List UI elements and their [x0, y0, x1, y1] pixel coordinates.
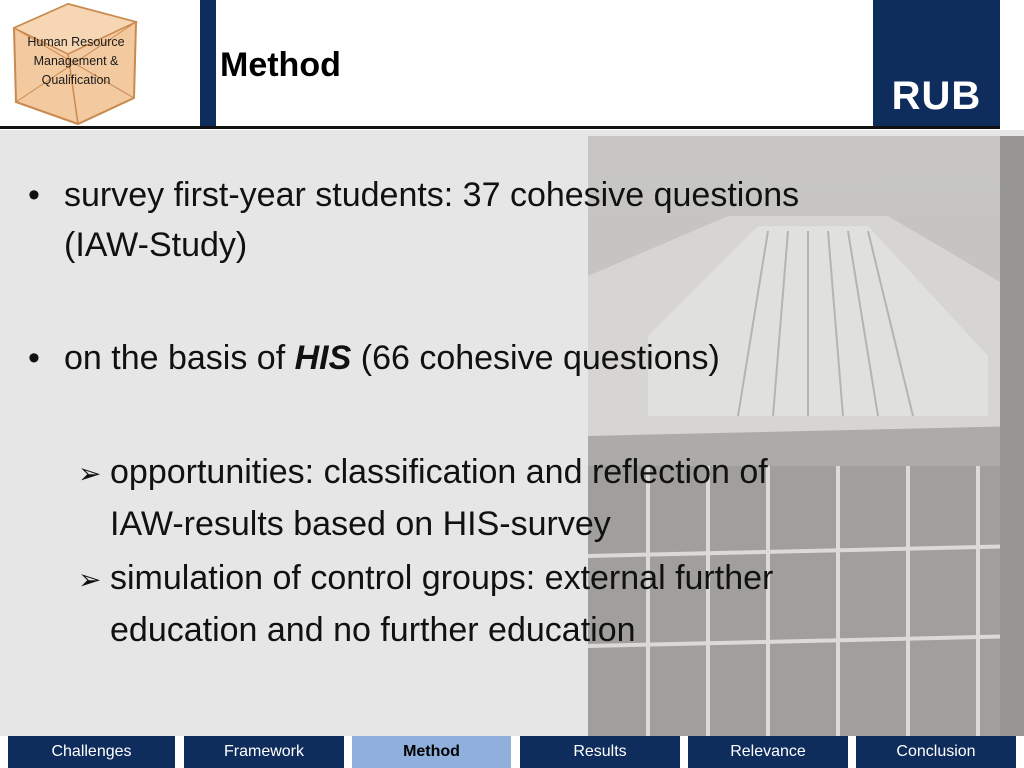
subbullet-text: simulation of control groups: external further [110, 559, 774, 597]
nav-tab-method[interactable]: Method [352, 736, 511, 768]
logo-text [10, 33, 142, 90]
section-nav [0, 736, 1024, 768]
hrmq-logo [0, 0, 200, 126]
bullet-text-cont: (IAW-Study) [64, 226, 248, 264]
bullet-text-post: (66 cohesive questions) [351, 339, 720, 377]
nav-tab-results[interactable]: Results [520, 736, 680, 768]
bullet-list [0, 130, 1024, 736]
subbullet-simulation [78, 553, 958, 655]
logo-line-3: Qualification [41, 73, 111, 87]
bullet-survey [28, 170, 948, 270]
nav-tab-relevance[interactable]: Relevance [688, 736, 848, 768]
rub-logo-text: RUB [891, 74, 982, 118]
header-accent-bar [200, 0, 216, 128]
bullet-text: survey first-year students: 37 cohesive questions [64, 176, 800, 214]
bullet-dot-icon: • [28, 339, 40, 377]
bullet-text-emphasis: HIS [294, 339, 352, 377]
slide-header [0, 0, 1024, 130]
nav-tab-framework[interactable]: Framework [184, 736, 344, 768]
nav-tab-conclusion[interactable]: Conclusion [856, 736, 1016, 768]
rub-logo [873, 0, 1000, 128]
slide-title: Method [220, 46, 341, 84]
slide-content [0, 130, 1024, 736]
subbullet-text: opportunities: classification and reflection of [110, 453, 768, 491]
logo-line-1: Human Resource [27, 35, 125, 49]
subbullet-text-cont: education and no further education [110, 611, 636, 649]
arrow-bullet-icon: ➢ [78, 458, 102, 489]
bullet-text-pre: on the basis of [64, 339, 295, 377]
logo-line-2: Management & [33, 54, 119, 68]
header-divider [0, 126, 1000, 129]
bullet-dot-icon: • [28, 176, 40, 214]
subbullet-text-cont: IAW-results based on HIS-survey [110, 505, 611, 543]
arrow-bullet-icon: ➢ [78, 564, 102, 595]
nav-tab-challenges[interactable]: Challenges [8, 736, 175, 768]
subbullet-opportunities [78, 447, 958, 549]
bullet-his [28, 333, 948, 383]
